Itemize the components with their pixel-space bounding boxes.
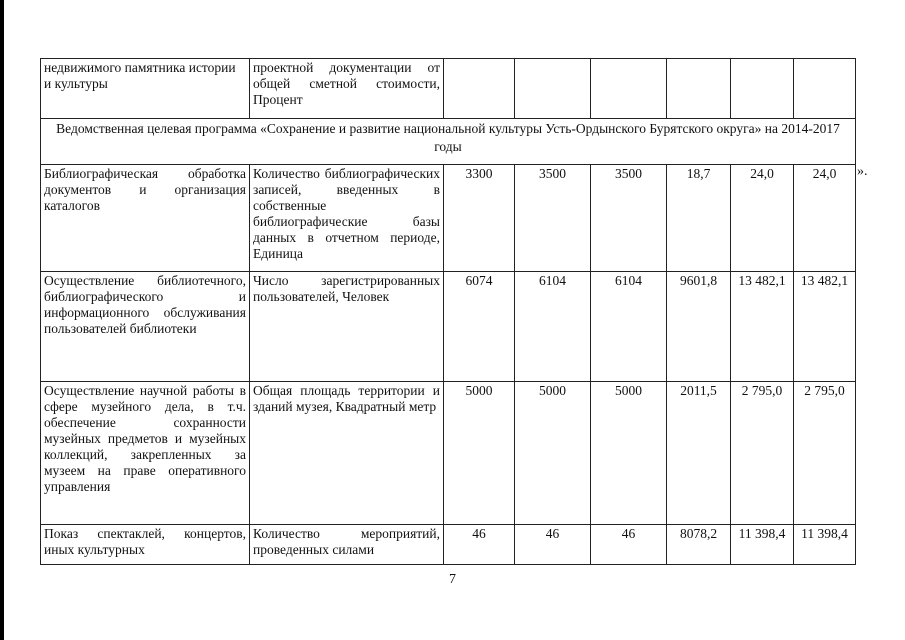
value-cell: 2 795,0 <box>794 382 856 525</box>
table-row <box>41 525 856 565</box>
value-cell: 5000 <box>444 382 515 525</box>
value-cell: 2011,5 <box>667 382 731 525</box>
value-cell: 13 482,1 <box>731 272 794 382</box>
indicator-cell: проектной документации от общей сметной стоимости, Процент <box>250 59 444 119</box>
indicator-cell: Общая площадь территории и зданий музея, Квадратный метр <box>250 382 444 525</box>
activity-cell: Показ спектаклей, концертов, иных культурных <box>41 525 250 565</box>
value-cell: 9601,8 <box>667 272 731 382</box>
table-row <box>41 272 856 382</box>
value-cell <box>667 59 731 119</box>
value-cell: 8078,2 <box>667 525 731 565</box>
table-row <box>41 165 856 272</box>
value-cell <box>794 59 856 119</box>
activity-cell: Библиографическая обработка документов и организация каталогов <box>41 165 250 272</box>
activity-cell: Осуществление библиотечного, библиографического и информационного обслуживания пользователей библиотеки <box>41 272 250 382</box>
value-cell: 5000 <box>515 382 591 525</box>
value-cell: 11 398,4 <box>794 525 856 565</box>
page-number: 7 <box>449 572 456 587</box>
value-cell: 11 398,4 <box>731 525 794 565</box>
value-cell <box>444 59 515 119</box>
value-cell: 46 <box>515 525 591 565</box>
value-cell: 18,7 <box>667 165 731 272</box>
indicator-cell: Количество мероприятий, проведенных силами <box>250 525 444 565</box>
closing-quote-mark: ». <box>857 164 868 179</box>
value-cell: 24,0 <box>731 165 794 272</box>
program-title-row <box>41 119 856 165</box>
value-cell: 3500 <box>591 165 667 272</box>
indicator-cell: Количество библиографических записей, введенных в собственные библиографические базы данных в отчетном периоде, Единица <box>250 165 444 272</box>
indicators-table <box>40 58 856 565</box>
value-cell: 3500 <box>515 165 591 272</box>
program-title: Ведомственная целевая программа «Сохранение и развитие национальной культуры Усть-Ордынского Бурятского округа» на 2014-2017 годы <box>41 119 856 165</box>
value-cell: 6104 <box>515 272 591 382</box>
activity-cell: недвижимого памятника истории и культуры <box>41 59 250 119</box>
value-cell: 2 795,0 <box>731 382 794 525</box>
indicator-cell: Число зарегистрированных пользователей, Человек <box>250 272 444 382</box>
value-cell: 6074 <box>444 272 515 382</box>
value-cell <box>591 59 667 119</box>
value-cell: 13 482,1 <box>794 272 856 382</box>
value-cell: 46 <box>591 525 667 565</box>
value-cell: 3300 <box>444 165 515 272</box>
value-cell: 5000 <box>591 382 667 525</box>
value-cell: 6104 <box>591 272 667 382</box>
value-cell: 24,0 <box>794 165 856 272</box>
table-row <box>41 59 856 119</box>
value-cell: 46 <box>444 525 515 565</box>
scan-edge-bar <box>0 0 4 640</box>
activity-cell: Осуществление научной работы в сфере музейного дела, в т.ч. обеспечение сохранности музейных предметов и музейных коллекций, закрепленных за музеем на праве оперативного управления <box>41 382 250 525</box>
table-row <box>41 382 856 525</box>
value-cell <box>731 59 794 119</box>
value-cell <box>515 59 591 119</box>
